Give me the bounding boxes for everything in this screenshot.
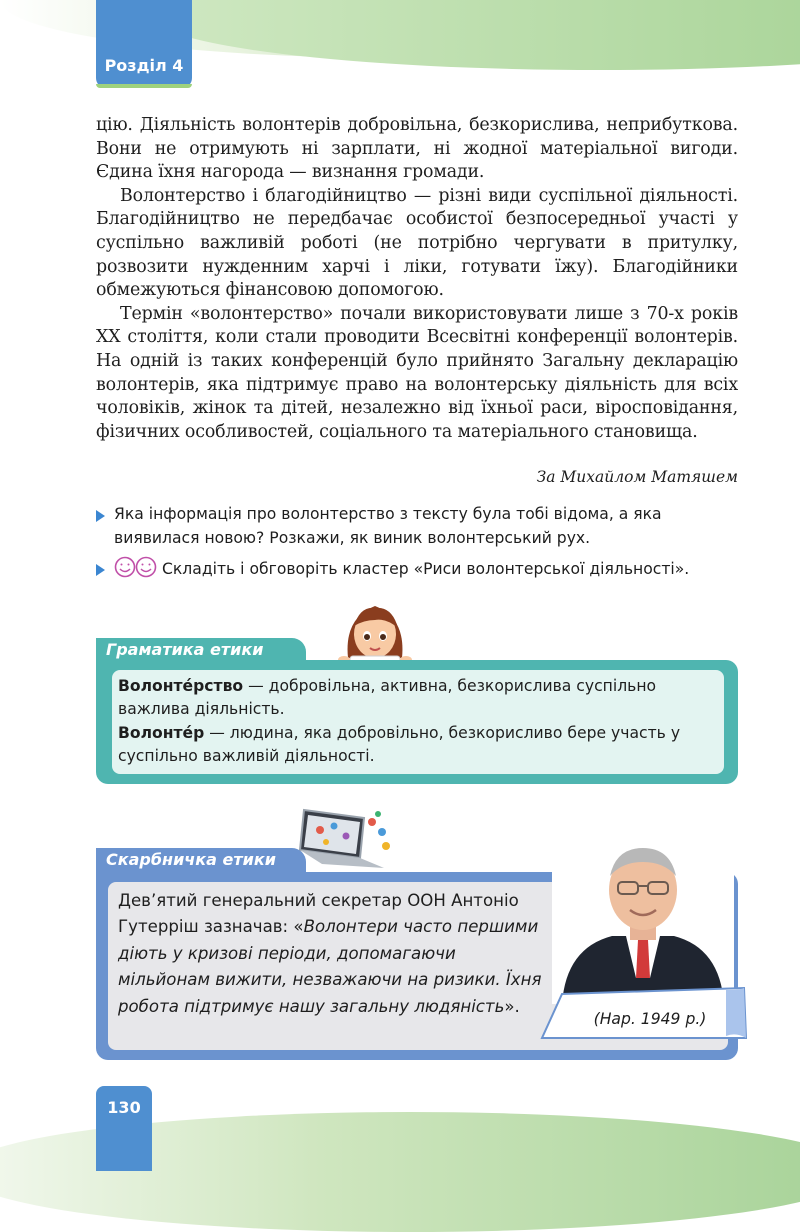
grammar-tab bbox=[96, 638, 306, 664]
emoji-pair-icon bbox=[114, 556, 158, 578]
top-wave bbox=[150, 0, 800, 70]
grammar-definitions bbox=[118, 675, 718, 769]
chapter-underline bbox=[96, 84, 192, 88]
main-text bbox=[96, 114, 738, 444]
quote-tail: ». bbox=[504, 996, 520, 1016]
task-text: Яка інформація про волонтерство з тексту була тобі відома, а яка виявилася новою? Розкажи, як виник волонтерський рух. bbox=[114, 505, 662, 547]
page-number: 130 bbox=[107, 1098, 141, 1117]
definition bbox=[118, 675, 718, 720]
quote-text: Волонтери часто першими діють у кризові періоди, допомагаючи мільйонам вижити, незважаючи на ризики. Їхня робота підтримує нашу загальну людяність bbox=[118, 917, 542, 1016]
quote-lead: Дев’ятий генеральний секретар ООН Антоніо Гутерріш зазначав: « bbox=[118, 891, 519, 937]
task-text: Складіть і обговоріть кластер «Риси волонтерської діяльності». bbox=[162, 560, 690, 578]
treasury-title: Скарбничка етики bbox=[106, 850, 276, 869]
arrow-bullet-icon bbox=[96, 564, 105, 576]
portrait-caption: (Нар. 1949 р.) bbox=[593, 1010, 707, 1028]
task-item bbox=[96, 556, 746, 581]
portrait-photo bbox=[552, 828, 734, 1004]
definition bbox=[118, 722, 718, 767]
definition-text: — добровільна, активна, безкорислива суспільно важлива діяльність. bbox=[118, 677, 657, 718]
paragraph: цію. Діяльність волонтерів добровільна, безкорислива, неприбуткова. Вони не отримують ні зарплати, ні жодної матеріальної вигоди. Єдина їхня нагорода — визнання громади. bbox=[96, 115, 738, 183]
arrow-bullet-icon bbox=[96, 510, 105, 522]
quote-block bbox=[118, 888, 548, 1020]
girl-illustration bbox=[330, 598, 420, 664]
chapter-label: Розділ 4 bbox=[104, 56, 184, 75]
caption-text: Нар. 1949 р. bbox=[599, 1010, 701, 1028]
definition-text: — людина, яка добровільно, безкорисливо бере участь у суспільно важливій діяльності. bbox=[118, 724, 681, 765]
term: Волонте́р bbox=[118, 724, 205, 742]
paragraph: Волонтерство і благодійництво — різні види суспільної діяльності. Благодійництво не передбачає особистої безпосередньої участі у суспільно важливій роботі (не потрібно чергувати в притулку, розвозити нужденним харчі і ліки, готувати їжу). Благодійники обмежуються фінансовою допомогою. bbox=[96, 185, 738, 301]
laptop-icon bbox=[298, 808, 394, 872]
grammar-title: Граматика етики bbox=[106, 640, 264, 659]
task-item bbox=[96, 502, 746, 550]
paragraph: Термін «волонтерство» почали використовувати лише з 70-х років XX століття, коли стали проводити Всесвітні конференції волонтерів. На одній із таких конференцій було прийнято Загальну декларацію волонтерів, яка підтримує право на волонтерську діяльність для всіх чоловіків, жінок та дітей, незалежно від їхньої раси, віросповідання, фізичних особливостей, соціального та матеріального становища. bbox=[96, 303, 738, 442]
author-attribution: За Михайлом Матяшем bbox=[536, 468, 738, 486]
treasury-tab bbox=[96, 848, 306, 874]
term: Волонте́рство bbox=[118, 677, 244, 695]
